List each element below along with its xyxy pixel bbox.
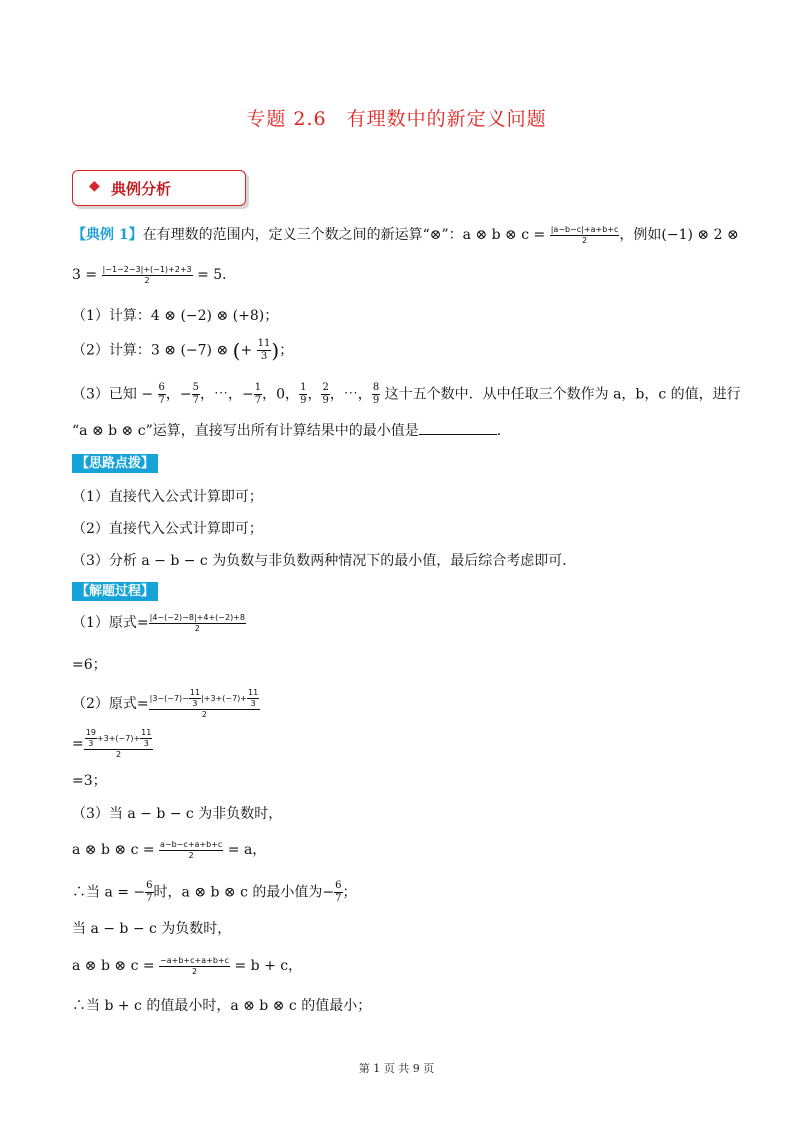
- hint-1: （1）直接代入公式计算即可；: [72, 489, 263, 505]
- definition-fraction: $\frac{|a-b-c|+a+b+c}{2}$: [550, 224, 619, 245]
- solution-3-eq-1: a ⊗ b ⊗ c = $\frac{a-b-c+a+b+c}{2}$ = a，: [72, 839, 267, 860]
- example-line-1: 【典例 1】在有理数的范围内，定义三个数之间的新运算“⊗”：a ⊗ b ⊗ c = $\frac{|a-b-c|+a+b+c}{2}$ ，例如(−1) ⊗ 2 ⊗: [72, 224, 739, 245]
- solution-2-result: =3；: [72, 773, 107, 789]
- solution-tag: 【解题过程】: [72, 580, 158, 599]
- question-3-line-1: （3）已知 − $\frac{6}{7}$ ，− $\frac{5}{7}$ ，⋯，− $\frac{1}{7}$ ，0， $\frac{1}{9}$ ， $\frac{2}{9}$ ，⋯， $\frac{8}{9}$ 这十五个数中．从中任取三个数作为 a，b，c 的值，进行: [72, 382, 741, 406]
- question-2: （2）计算：3 ⊗ (−7) ⊗ (+ $\frac{11}{3}$ )；: [72, 338, 294, 363]
- page-footer: 第 1 页 共 9 页: [358, 1062, 435, 1075]
- diamond-icon: ◆: [89, 178, 100, 194]
- question-1: （1）计算：4 ⊗ (−2) ⊗ (+8)；: [72, 308, 279, 324]
- section-header: [72, 170, 246, 206]
- example-tag: 【典例 1】: [72, 227, 143, 243]
- example-line-2: 3 = $\frac{|-1-2-3|+(-1)+2+3}{2}$ = 5．: [72, 264, 237, 285]
- answer-blank: [419, 422, 497, 435]
- solution-3-line-6: ∴当 b + c 的值最小时，a ⊗ b ⊗ c 的值最小；: [72, 998, 372, 1014]
- solution-2: （2）原式= |3−(−7)− $\frac{11}{3}$ |+3+(−7)+ $\frac{11}{3}$ 2: [72, 688, 259, 719]
- solution-1-result: =6；: [72, 657, 107, 673]
- solution-3-line-4: 当 a − b − c 为负数时，: [72, 921, 232, 937]
- page-title: 专题 2.6 有理数中的新定义问题: [246, 108, 547, 130]
- solution-3-line-3: ∴当 a = − $\frac{6}{7}$ 时，a ⊗ b ⊗ c 的最小值为− $\frac{6}{7}$ ；: [72, 880, 357, 904]
- section-label: 典例分析: [111, 180, 172, 198]
- hint-2: （2）直接代入公式计算即可；: [72, 521, 263, 537]
- solution-3-line-1: （3）当 a − b − c 为非负数时，: [72, 806, 283, 822]
- example-fraction: $\frac{|-1-2-3|+(-1)+2+3}{2}$: [102, 264, 192, 285]
- hint-3: （3）分析 a − b − c 为负数与非负数两种情况下的最小值，最后综合考虑即可．: [72, 553, 577, 569]
- solution-2-step: = $\frac{19}{3}$ +3+(−7)+ $\frac{11}{3}$ 2: [72, 728, 152, 759]
- solution-1: （1）原式= $\frac{|4-(-2)-8|+4+(-2)+8}{2}$: [72, 612, 245, 633]
- solution-3-eq-2: a ⊗ b ⊗ c = $\frac{-a+b+c+a+b+c}{2}$ = b + c，: [72, 955, 303, 976]
- hints-tag: 【思路点拨】: [72, 452, 158, 471]
- question-3-line-2: “a ⊗ b ⊗ c”运算，直接写出所有计算结果中的最小值是 ．: [72, 423, 511, 439]
